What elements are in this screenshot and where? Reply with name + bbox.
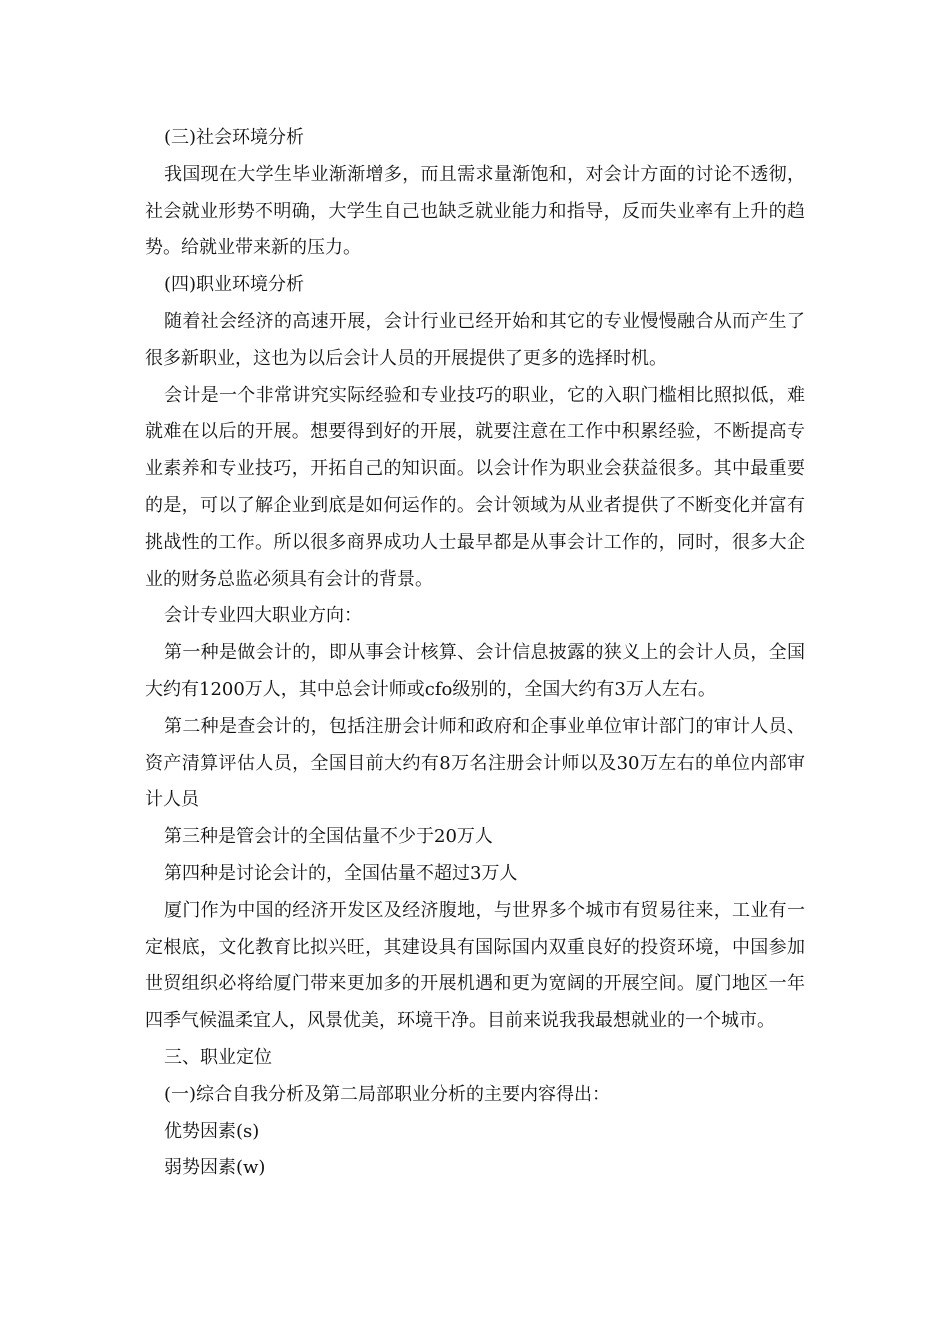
section-heading-career-positioning: 三、职业定位	[164, 1046, 272, 1068]
paragraph-xiamen: 厦门作为中国的经济开发区及经济腹地，与世界多个城市有贸易往来，工业有一定根底，文化教育比拟兴旺，其建设具有国际国内双重良好的投资环境，中国参加世贸组织必将给厦门带来更加多的开展机遇和更为宽阔的开展空间。厦门地区一年四季气候温柔宜人，风景优美，环境干净。目前来说我我最想就业的一个城市。	[145, 899, 805, 1032]
subsection-heading-synthesis: (一)综合自我分析及第二局部职业分析的主要内容得出：	[164, 1083, 611, 1105]
document-body	[145, 120, 805, 1187]
paragraph-career-environment: 随着社会经济的高速开展，会计行业已经开始和其它的专业慢慢融合从而产生了很多新职业，这也为以后会计人员的开展提供了更多的选择时机。	[145, 310, 805, 369]
paragraph-direction-three: 第三种是管会计的全国估量不少于20万人	[164, 826, 493, 848]
list-item-weaknesses: 弱势因素(w)	[164, 1157, 266, 1179]
list-item-strengths: 优势因素(s)	[164, 1120, 260, 1142]
paragraph-accounting-profession: 会计是一个非常讲究实际经验和专业技巧的职业，它的入职门槛相比照拟低，难就难在以后的开展。想要得到好的开展，就要注意在工作中积累经验，不断提高专业素养和专业技巧，开拓自己的知识面。以会计作为职业会获益很多。其中最重要的是，可以了解企业到底是如何运作的。会计领域为从业者提供了不断变化并富有挑战性的工作。所以很多商界成功人士最早都是从事会计工作的，同时，很多大企业的财务总监必须具有会计的背景。	[145, 384, 805, 590]
section-heading-career-environment: (四)职业环境分析	[164, 274, 305, 296]
section-heading-social-environment: (三)社会环境分析	[164, 127, 305, 148]
paragraph-direction-two: 第二种是查会计的，包括注册会计师和政府和企事业单位审计部门的审计人员、资产清算评估人员，全国目前大约有8万名注册会计师以及30万左右的单位内部审计人员	[145, 715, 805, 811]
paragraph-four-directions-intro: 会计专业四大职业方向：	[164, 605, 362, 627]
paragraph-direction-one: 第一种是做会计的，即从事会计核算、会计信息披露的狭义上的会计人员，全国大约有1200万人，其中总会计师或cfo级别的，全国大约有3万人左右。	[145, 642, 805, 700]
paragraph-social-environment: 我国现在大学生毕业渐渐增多，而且需求量渐饱和，对会计方面的讨论不透彻，社会就业形势不明确，大学生自己也缺乏就业能力和指导，反而失业率有上升的趋势。给就业带来新的压力。	[145, 163, 805, 259]
paragraph-direction-four: 第四种是讨论会计的，全国估量不超过3万人	[164, 862, 518, 884]
